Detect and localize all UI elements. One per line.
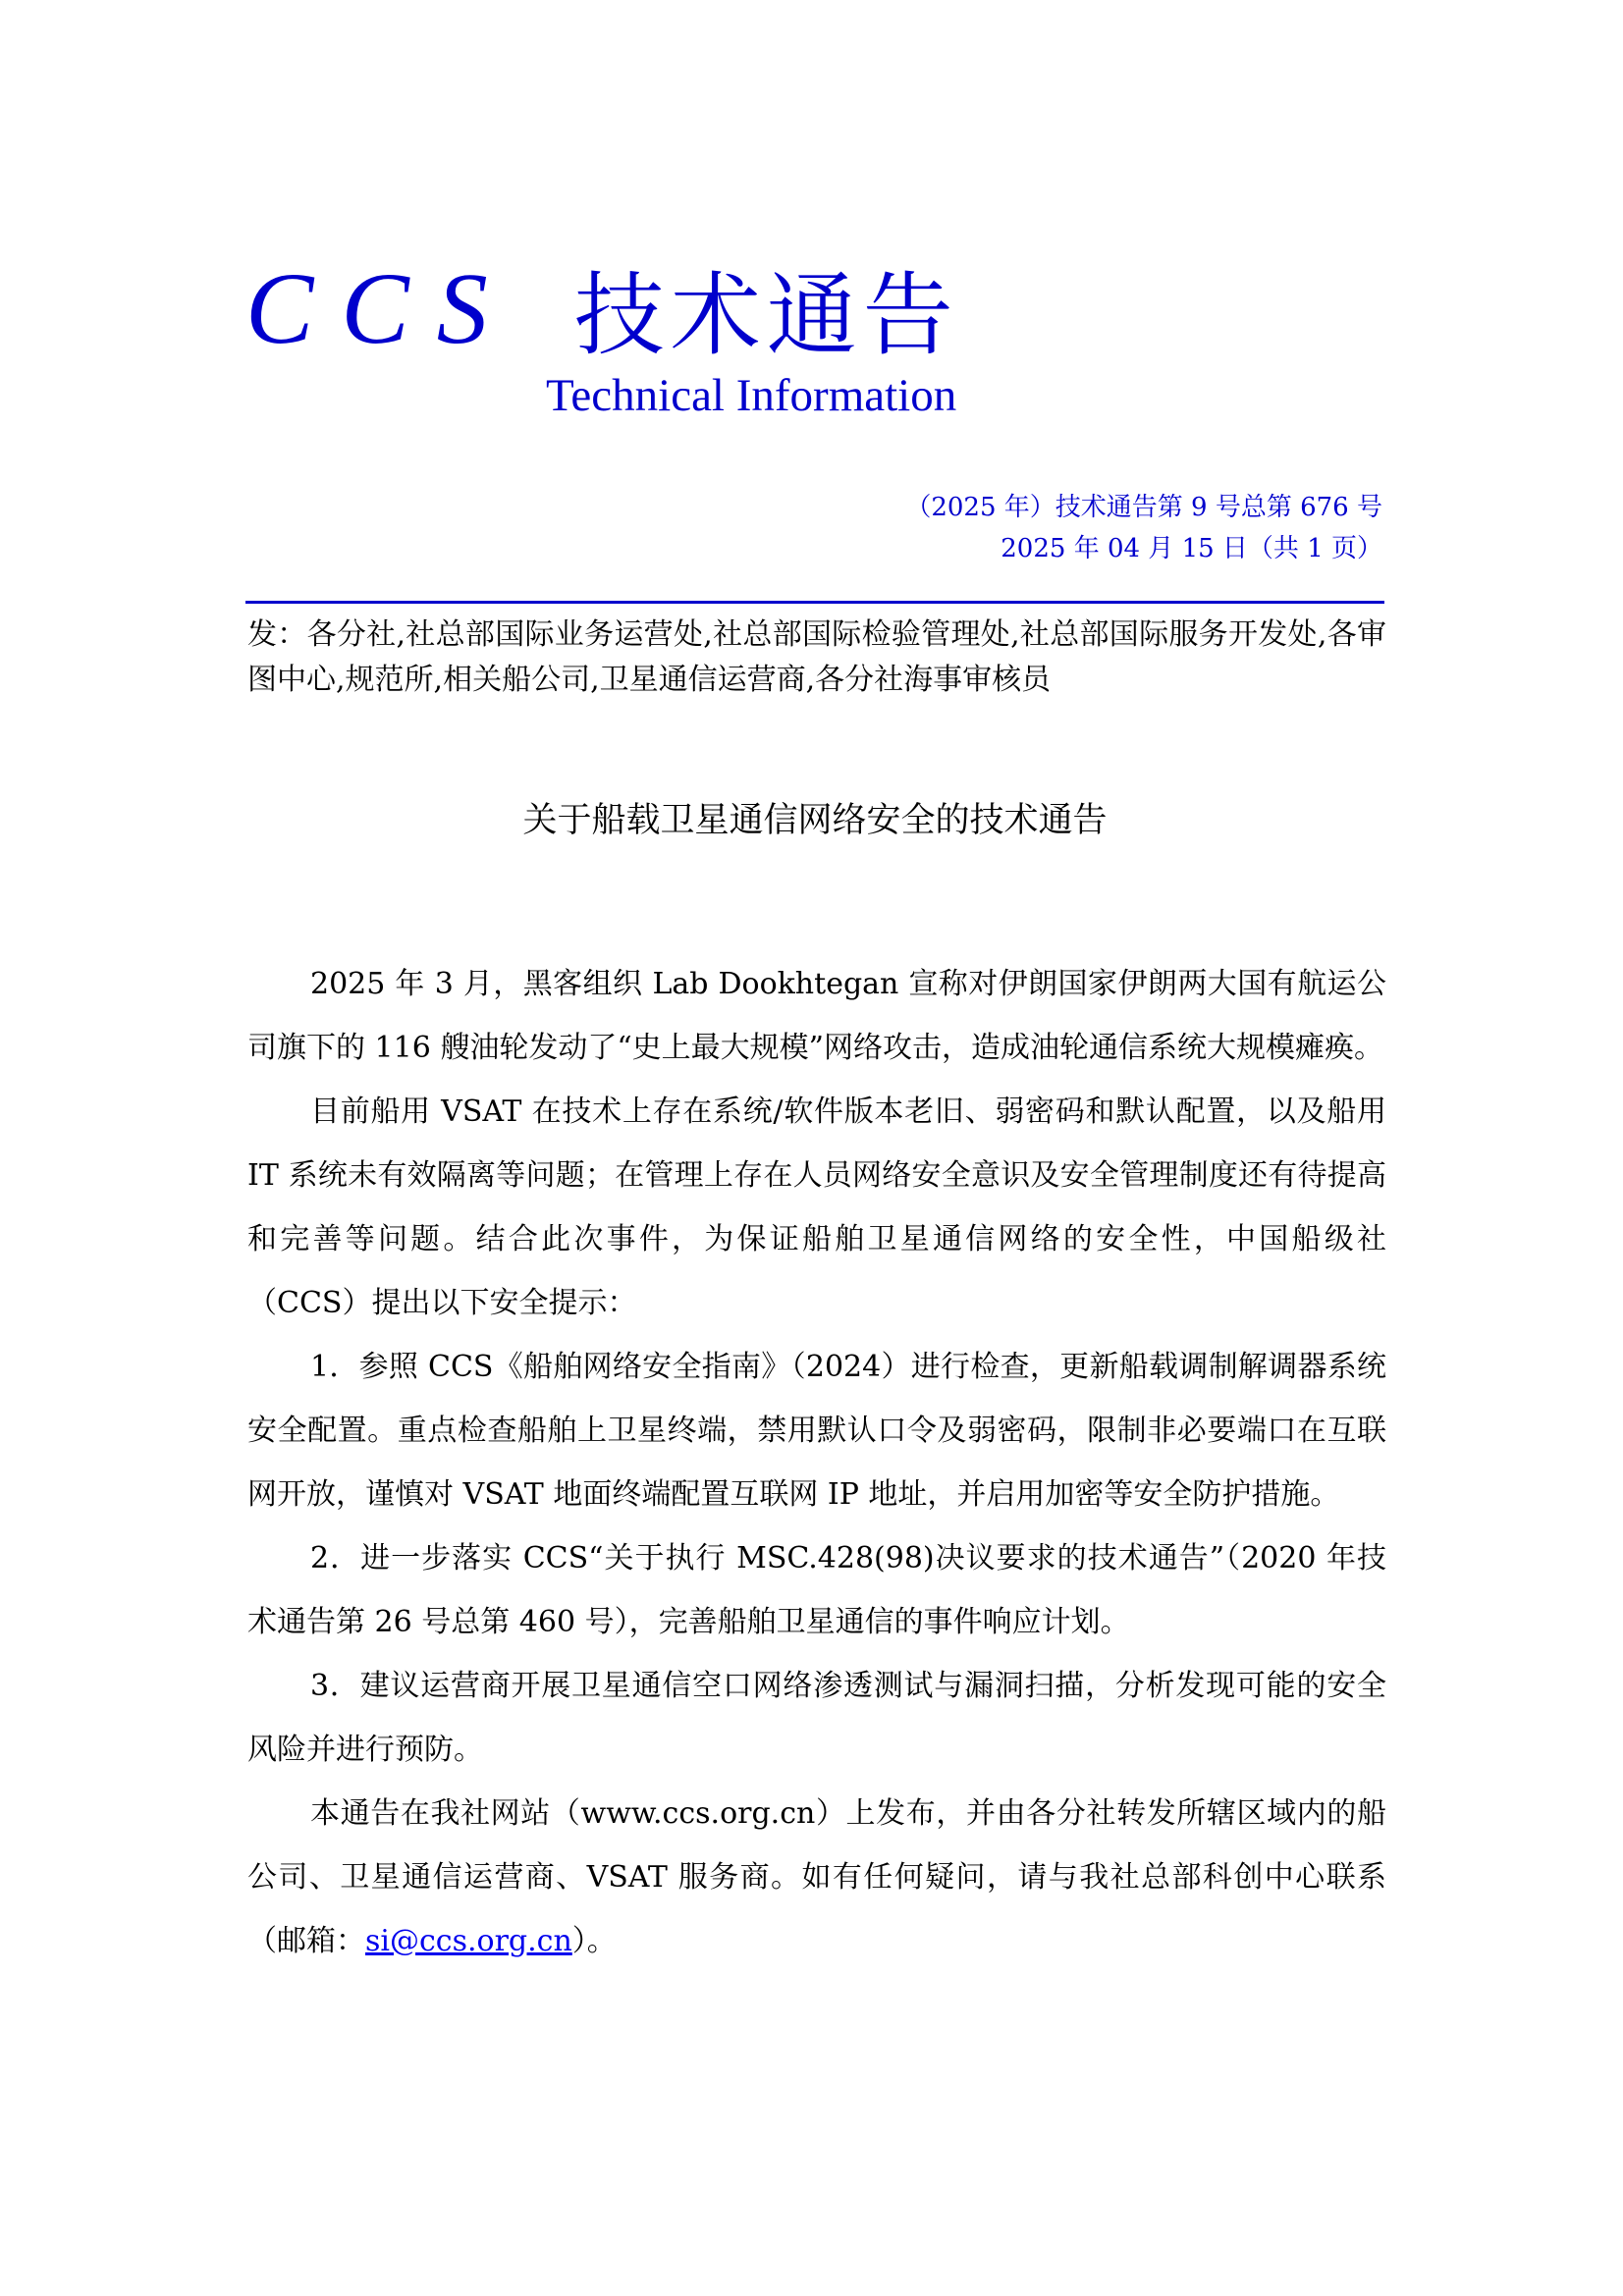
notice-date: 2025 年 04 月 15 日（共 1 页） [1001, 534, 1382, 563]
document-body [247, 952, 1386, 1973]
header-subtitle: Technical Information [546, 370, 957, 421]
title-ccs: CCS [245, 251, 515, 365]
paragraph-item-3: 3．建议运营商开展卫星通信空口网络渗透测试与漏洞扫描，分析发现可能的安全风险并进行预防。 [247, 1669, 1386, 1767]
notice-number: （2025 年）技术通告第 9 号总第 676 号 [905, 493, 1382, 522]
paragraph-closing [247, 1782, 1386, 1973]
recipients: 发：各分社,社总部国际业务运营处,社总部国际检验管理处,社总部国际服务开发处,各审图中心,规范所,相关船公司,卫星通信运营商,各分社海事审核员 [247, 617, 1386, 697]
paragraph-issues: 目前船用 VSAT 在技术上存在系统/软件版本老旧、弱密码和默认配置，以及船用 IT 系统未有效隔离等问题；在管理上存在人员网络安全意识及安全管理制度还有待提高和完善等问题。结合此次事件，为保证船舶卫星通信网络的安全性，中国船级社（CCS）提出以下安全提示： [247, 1095, 1386, 1320]
contact-email-link[interactable]: si@ccs.org.cn [365, 1924, 572, 1958]
header-divider [245, 601, 1384, 604]
notice-meta [905, 487, 1382, 569]
header-title [245, 243, 959, 368]
closing-end: ）。 [571, 1924, 617, 1958]
paragraph-incident: 2025 年 3 月，黑客组织 Lab Dookhtegan 宣称对伊朗国家伊朗两大国有航运公司旗下的 116 艘油轮发动了“史上最大规模”网络攻击，造成油轮通信系统大规模瘫痪。 [247, 967, 1386, 1065]
document-title: 关于船载卫星通信网络安全的技术通告 [522, 801, 1108, 840]
closing-text: 本通告在我社网站（www.ccs.org.cn）上发布，并由各分社转发所辖区域内的船公司、卫星通信运营商、VSAT 服务商。如有任何疑问，请与我社总部科创中心联系（邮箱： [247, 1796, 1386, 1958]
title-technical-notice-cn: 技术通告 [573, 263, 959, 368]
paragraph-item-1: 1．参照 CCS《船舶网络安全指南》（2024）进行检查，更新船载调制解调器系统安全配置。重点检查船舶上卫星终端，禁用默认口令及弱密码，限制非必要端口在互联网开放，谨慎对 VSAT 地面终端配置互联网 IP 地址，并启用加密等安全防护措施。 [247, 1350, 1386, 1512]
paragraph-item-2: 2．进一步落实 CCS“关于执行 MSC.428(98)决议要求的技术通告”（2020 年技术通告第 26 号总第 460 号），完善船舶卫星通信的事件响应计划。 [247, 1541, 1386, 1639]
